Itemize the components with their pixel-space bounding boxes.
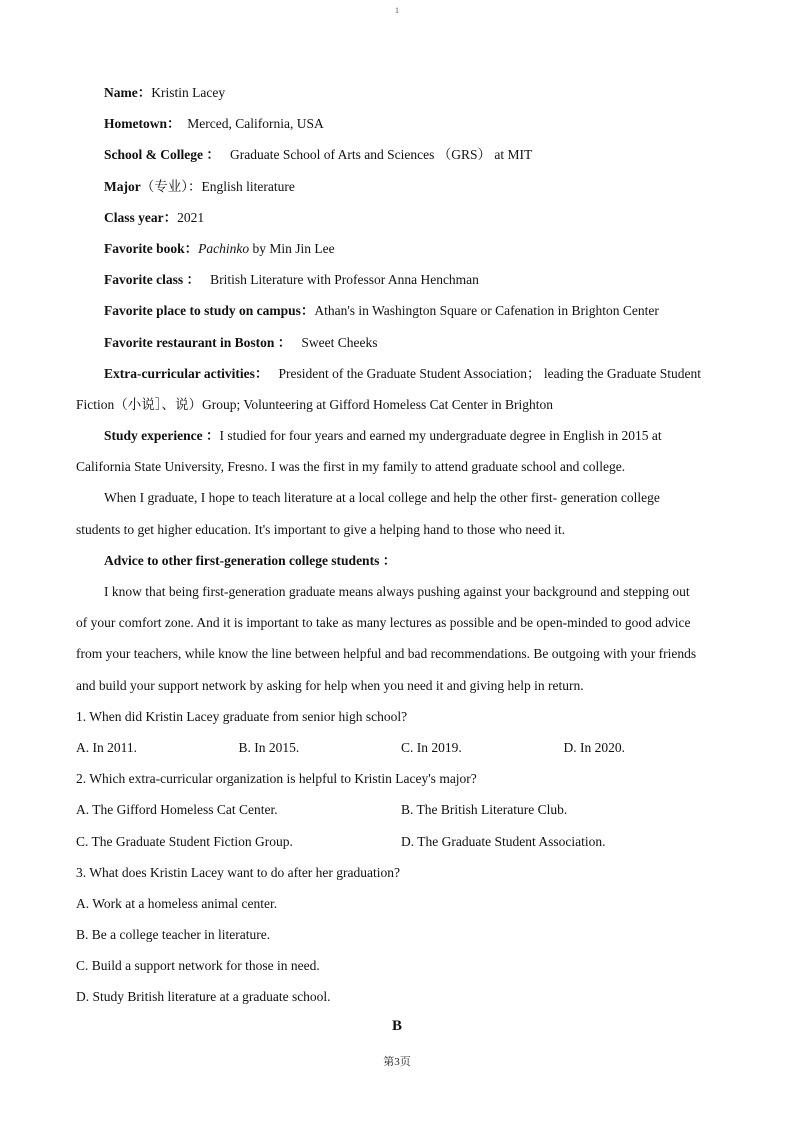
name-value: Kristin Lacey: [151, 85, 226, 100]
hometown-line: [76, 108, 726, 139]
advice-line-4: and build your support network by asking for help when you need it and giving help in return.: [76, 677, 584, 693]
favorite-class-value: British Literature with Professor Anna Henchman: [210, 272, 479, 288]
advice-line-2: of your comfort zone. And it is important to take as many lectures as possible and be open-minded to good advice: [76, 615, 691, 631]
advice-line-3: from your teachers, while know the line between helpful and bad recommendations. Be outgoing with your friends: [76, 646, 697, 662]
favorite-book-label: Favorite book：: [104, 240, 199, 256]
school-value: Graduate School of Arts and Sciences （GRS） at MIT: [230, 147, 533, 163]
question-1-option-b: B. In 2015.: [238, 739, 300, 755]
question-2-stem: 2. Which extra-curricular organization is helpful to Kristin Lacey's major?: [76, 771, 477, 787]
question-2-options-row-1: [76, 794, 726, 825]
hometown-label: Hometown：: [104, 116, 181, 132]
school-line: [76, 139, 726, 170]
study-experience-label: Study experience ：: [104, 428, 220, 444]
book-title: Pachinko: [198, 240, 250, 256]
question-2-option-b: B. The British Literature Club.: [401, 802, 568, 818]
page-number: 第3页: [383, 1056, 411, 1068]
advice-label: Advice to other first-generation college students ：: [104, 552, 397, 568]
school-label: School & College ：: [104, 147, 220, 163]
document-body: [76, 77, 726, 1013]
favorite-restaurant-value: Sweet Cheeks: [301, 334, 378, 350]
hope-line-1: When I graduate, I hope to teach literature at a local college and help the other first- generation college: [104, 490, 660, 506]
name-line: [76, 77, 726, 108]
extra-curricular-line-2: Fiction（小说］、说）Group; Volunteering at Gifford Homeless Cat Center in Brighton: [76, 396, 553, 412]
favorite-place-value: Athan's in Washington Square or Cafenation in Brighton Center: [314, 303, 659, 319]
major-label: Major: [104, 178, 141, 194]
question-2-option-d: D. The Graduate Student Association.: [401, 833, 606, 849]
section-heading: B: [391, 1018, 402, 1034]
question-3-option-d: D. Study British literature at a graduate school.: [76, 989, 331, 1005]
book-author: by Min Jin Lee: [249, 240, 335, 256]
class-year-value: 2021: [177, 209, 205, 225]
advice-line-1: I know that being first-generation graduate means always pushing against your background and stepping out: [104, 584, 690, 599]
question-3-stem: 3. What does Kristin Lacey want to do after her graduation?: [76, 864, 401, 880]
extra-curricular-line-1: [76, 358, 726, 389]
question-2-options-row-2: [76, 826, 726, 857]
extra-curricular-value: President of the Graduate Student Association； leading the Graduate Student: [278, 365, 701, 381]
question-1-stem: 1. When did Kristin Lacey graduate from senior high school?: [76, 708, 408, 724]
favorite-place-line: [76, 295, 726, 326]
question-2-option-c: C. The Graduate Student Fiction Group.: [76, 833, 293, 849]
extra-curricular-label: Extra-curricular activities：: [104, 365, 269, 381]
favorite-restaurant-line: [76, 327, 726, 358]
question-2-option-a: A. The Gifford Homeless Cat Center.: [76, 802, 278, 818]
favorite-place-label: Favorite place to study on campus：: [104, 303, 315, 319]
question-3-option-a: A. Work at a homeless animal center.: [76, 895, 278, 911]
question-1-option-d: D. In 2020.: [563, 739, 625, 755]
question-1-option-a: A. In 2011.: [76, 739, 137, 755]
favorite-class-label: Favorite class ：: [104, 272, 200, 288]
class-year-label: Class year：: [104, 209, 178, 225]
major-line: [76, 171, 726, 202]
page-marker: 1: [395, 6, 399, 15]
advice-heading: [76, 545, 726, 576]
favorite-restaurant-label: Favorite restaurant in Boston ：: [104, 334, 292, 350]
study-experience-line-2: California State University, Fresno. I was the first in my family to attend graduate school and college.: [76, 459, 626, 475]
favorite-class-line: [76, 264, 726, 295]
favorite-book-line: [76, 233, 726, 264]
hometown-value: Merced, California, USA: [187, 116, 324, 132]
question-3-option-c: C. Build a support network for those in need.: [76, 958, 320, 974]
study-experience-value: I studied for four years and earned my undergraduate degree in English in 2015 at: [219, 428, 662, 444]
hope-line-2: students to get higher education. It's important to give a helping hand to those who need it.: [76, 521, 566, 537]
name-label: Name：: [104, 85, 152, 100]
question-3-option-b: B. Be a college teacher in literature.: [76, 927, 271, 943]
major-cn-label: （专业）：: [140, 178, 202, 194]
question-1-option-c: C. In 2019.: [401, 739, 462, 755]
major-value: English literature: [201, 178, 295, 194]
study-experience-line-1: [76, 420, 726, 451]
question-1-options: [76, 732, 726, 763]
class-year-line: [76, 202, 726, 233]
